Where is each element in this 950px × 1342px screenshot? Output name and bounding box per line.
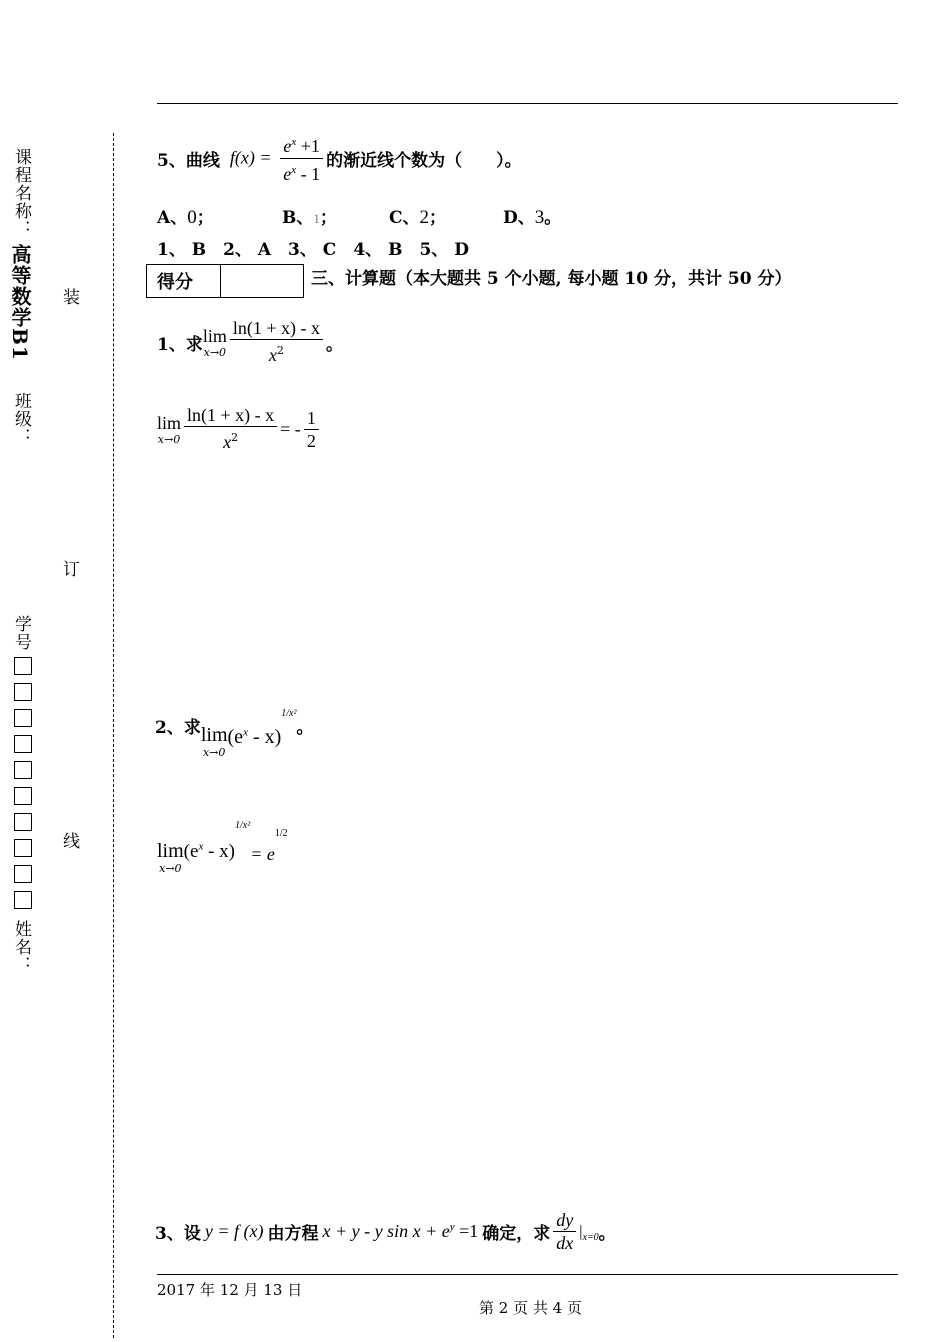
calc1-end: 。 [326,334,343,355]
score-field[interactable] [221,265,304,298]
calc1-answer [157,405,322,453]
question-5 [157,132,522,185]
footer-page-number: 第 2 页 共 4 页 [479,1299,582,1317]
id-box[interactable] [14,735,32,753]
calc1-answer-value: $\frac{1}{2}$ [304,408,319,451]
calc1-answer-limit: lim x→0 [157,413,182,446]
student-id-boxes[interactable] [14,657,32,917]
calc1-limit: lim x→0 [202,326,227,359]
calc3-mid2: 确定，求 [482,1224,551,1244]
calc3-condition: x=0 [582,1232,599,1243]
id-box[interactable] [14,839,32,857]
calc3-prefix: 3、设 [155,1224,201,1244]
q5-fraction: $\frac{e^x +1}{e^x - 1}$ [280,132,323,185]
calc-question-1 [157,318,343,366]
binding-char-xian: 线 [63,832,80,852]
calc1-answer-equals: = - [280,418,301,439]
id-box[interactable] [14,709,32,727]
calc2-answer [157,820,288,874]
binding-line [113,133,114,1338]
answer-key: 1、 B 2、 A 3、 C 4、 B 5、 D [157,240,469,260]
calc-question-3 [155,1210,616,1253]
binding-char-zhuang: 装 [63,288,80,308]
score-label: 得分 [147,265,221,298]
calc1-fraction: $\frac{\ln(1 + x) - x}{x^2}$ [230,318,323,366]
calc3-mid: 由方程 [267,1224,319,1244]
calc2-answer-exponent: 1/x² [234,820,251,831]
q5-suffix: 的渐近线个数为（ ）。 [326,151,522,171]
id-box[interactable] [14,761,32,779]
q5-prefix: 5、曲线 [157,151,220,171]
calc2-answer-result-exp: 1/2 [274,828,288,839]
id-box[interactable] [14,813,32,831]
q5-function [230,132,326,185]
calc1-answer-fraction: $\frac{\ln(1 + x) - x}{x^2}$ [184,405,277,453]
id-box[interactable] [14,683,32,701]
class-label: 班级： [11,392,31,446]
calc1-prefix: 1、求 [157,334,203,355]
footer-date: 2017 年 12 月 13 日 [157,1281,303,1299]
name-label: 姓名： [11,920,31,974]
calc2-answer-body: $(e^x - x)$ [183,840,235,862]
id-box[interactable] [14,865,32,883]
q5-option-d: D、3。 [503,207,562,228]
calc2-answer-result: = e [250,844,275,864]
calc3-derivative: $\frac{dy}{dx}$ [553,1210,576,1253]
calc2-limit: lim x→0 [200,724,228,759]
top-rule [157,103,898,104]
calc3-equation: x + y - y $\sin x + e^y =1$ [322,1221,479,1241]
calc2-body: $(e^x - x)$ [227,726,282,748]
calc3-condition-bar: | [579,1222,583,1240]
calc3-function: y = f (x) [204,1221,264,1241]
calc2-answer-limit: lim x→0 [157,840,184,875]
calc2-end: 。 [296,718,314,738]
score-box [146,264,304,298]
bottom-rule [157,1274,898,1275]
id-box[interactable] [14,657,32,675]
calc-question-2 [155,708,314,758]
course-label: 课程名称： [11,148,31,238]
calc2-exponent: 1/x² [281,708,297,719]
section-3-heading: 三、计算题（本大题共 5 个小题, 每小题 10 分，共计 50 分） [311,269,792,289]
q5-option-b: B、1； [282,208,337,228]
id-box[interactable] [14,787,32,805]
calc3-end: 。 [598,1224,616,1244]
binding-char-ding: 订 [63,560,80,580]
q5-option-a: A、0； [157,207,214,228]
calc2-prefix: 2、求 [155,718,201,738]
id-box[interactable] [14,891,32,909]
course-name: 高等数学B1 [8,244,32,361]
q5-option-c: C、2； [389,207,447,228]
q5-func-lhs: f(x) = [229,147,272,168]
student-id-label: 学号 [11,615,31,651]
